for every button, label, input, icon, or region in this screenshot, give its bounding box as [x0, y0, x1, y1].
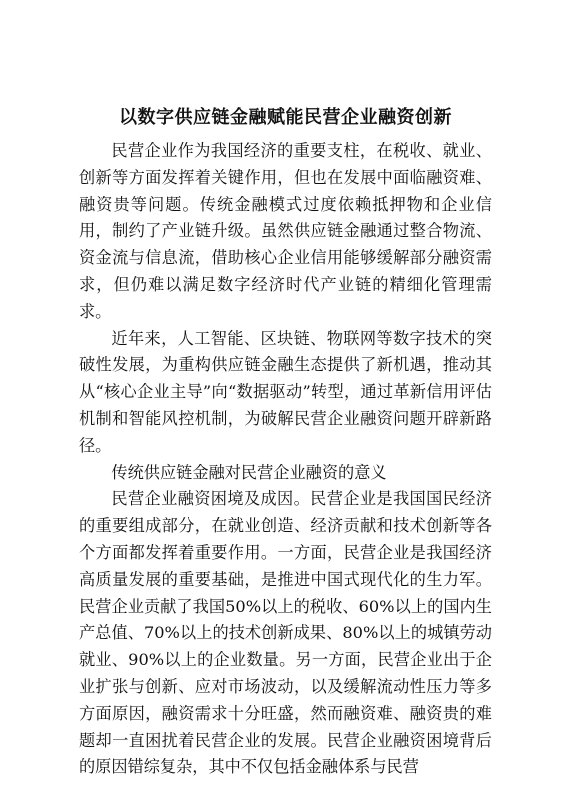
paragraph-intro: 民营企业作为我国经济的重要支柱，在税收、就业、创新等方面发挥着关键作用，但也在发展中面临融资难、融资贵等问题。传统金融模式过度依赖抵押物和企业信用，制约了产业链升级。虽然供应链金融通过整合物流、资金流与信息流，借助核心企业信用能够缓解部分融资需求，但仍难以满足数字经济时代产业链的精细化管理需求。 [79, 141, 492, 321]
article-title: 以数字供应链金融赋能民营企业融资创新 [119, 107, 452, 128]
section-heading: 传统供应链金融对民营企业融资的意义 [111, 462, 387, 482]
paragraph-financing-difficulty: 民营企业融资困境及成因。民营企业是我国国民经济的重要组成部分，在就业创造、经济贡献和技术创新等各个方面都发挥着重要作用。一方面，民营企业是我国经济高质量发展的重要基础，是推进中国式现代化的生力军。民营企业贡献了我国50%以上的税收、60%以上的国内生产总值、70%以上的技术创新成果、80%以上的城镇劳动就业、90%以上的企业数量。另一方面，民营企业出于企业扩张与创新、应对市场波动，以及缓解流动性压力等多方面原因，融资需求十分旺盛，然而融资难、融资贵的难题却一直困扰着民营企业的发展。民营企业融资困境背后的原因错综复杂，其中不仅包括金融体系与民营 [79, 489, 492, 777]
paragraph-digital-tech: 近年来，人工智能、区块链、物联网等数字技术的突破性发展，为重构供应链金融生态提供了新机遇，推动其从“核心企业主导”向“数据驱动”转型，通过革新信用评估机制和智能风控机制，为破解民营企业融资问题开辟新路径。 [79, 328, 492, 455]
